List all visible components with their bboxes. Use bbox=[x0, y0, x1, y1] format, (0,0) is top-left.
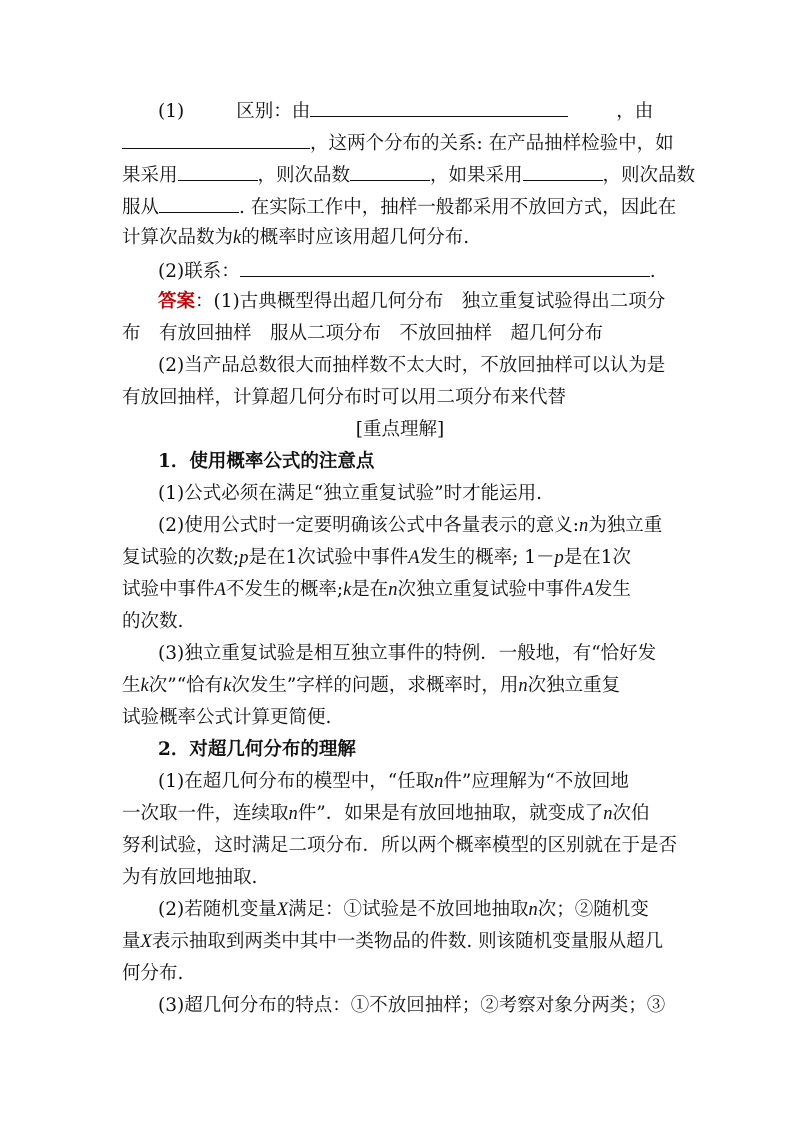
math-variable: p bbox=[239, 548, 249, 568]
point2-line: 何分布. bbox=[122, 963, 184, 984]
q1-text: 区别：由 bbox=[236, 101, 311, 122]
point2-line bbox=[122, 926, 678, 958]
math-variable: k bbox=[140, 676, 149, 696]
point1-line bbox=[122, 542, 678, 574]
math-variable: n bbox=[578, 516, 589, 536]
text: 是在1次试验中事件 bbox=[248, 547, 409, 568]
math-variable: A bbox=[582, 580, 594, 600]
point2-line bbox=[158, 766, 678, 798]
text: 量 bbox=[122, 931, 141, 952]
q1-text: ，则次品数 bbox=[257, 165, 351, 186]
blank-field[interactable] bbox=[122, 126, 310, 149]
text: 复试验的次数; bbox=[122, 547, 240, 568]
text: 是在1次 bbox=[563, 547, 631, 568]
text: 次；②随机变 bbox=[537, 899, 649, 920]
point1-line: 试验概率公式计算更简便. bbox=[122, 707, 332, 728]
text: 是在 bbox=[351, 579, 389, 600]
point1-line bbox=[158, 510, 678, 542]
text: 件”应理解为“不放回地 bbox=[443, 771, 629, 792]
q1-line-2 bbox=[122, 126, 678, 158]
text: 不发生的概率; bbox=[225, 579, 344, 600]
math-variable: A bbox=[214, 580, 226, 600]
math-variable: k bbox=[343, 580, 352, 600]
blank-field[interactable] bbox=[240, 254, 650, 277]
blank-field[interactable] bbox=[159, 190, 239, 213]
q1-number: (1) bbox=[158, 101, 185, 122]
text: 为独立重 bbox=[588, 515, 663, 536]
math-variable: k bbox=[223, 676, 232, 696]
text: (1)在超几何分布的模型中，“任取 bbox=[158, 771, 435, 792]
math-variable: n bbox=[288, 804, 298, 824]
text: 生 bbox=[122, 675, 141, 696]
q2-line bbox=[158, 254, 678, 286]
point1-title: 1．使用概率公式的注意点 bbox=[158, 451, 375, 472]
q1-text: ，则次品数 bbox=[602, 165, 696, 186]
text: 发生的概率; 1－ bbox=[419, 547, 555, 568]
math-variable: n bbox=[388, 580, 398, 600]
math-variable: A bbox=[408, 548, 420, 568]
math-variable: p bbox=[554, 548, 564, 568]
q1-text: ，如果采用 bbox=[430, 165, 523, 186]
point1-line: 的次数. bbox=[122, 611, 184, 632]
answer-line-2 bbox=[122, 318, 678, 350]
q1-line-5 bbox=[122, 222, 678, 254]
text: 件”．如果是有放回地抽取，就变成了 bbox=[297, 803, 604, 824]
text: 一次取一件，连续取 bbox=[122, 803, 289, 824]
text: (2)使用公式时一定要明确该公式中各量表示的意义: bbox=[158, 515, 579, 536]
math-variable: X bbox=[140, 932, 152, 952]
point2-line: 努利试验，这时满足二项分布．所以两个概率模型的区别就在于是否 bbox=[122, 835, 678, 856]
point2-line bbox=[158, 894, 678, 926]
answer-line-4 bbox=[122, 382, 678, 414]
math-variable: k bbox=[233, 228, 242, 248]
math-variable: n bbox=[528, 900, 538, 920]
q1-text: 计算次品数为 bbox=[122, 227, 234, 248]
point2-line bbox=[122, 798, 678, 830]
q1-line-4 bbox=[122, 190, 678, 222]
answer-text: ：(1)古典概型得出超几何分布 独立重复试验得出二项分 bbox=[195, 291, 666, 312]
section-title: [重点理解] bbox=[355, 419, 445, 440]
answer-line-3 bbox=[158, 350, 678, 382]
q1-text: 的概率时应该用超几何分布. bbox=[241, 227, 470, 248]
answer-text: 有放回抽样，计算超几何分布时可以用二项分布来代替 bbox=[122, 387, 567, 408]
answer-label: 答案 bbox=[158, 291, 196, 312]
q2-text: (2)联系： bbox=[158, 261, 240, 282]
q1-text: . 在实际工作中，抽样一般都采用不放回方式，因此在 bbox=[239, 197, 677, 218]
q1-line-3 bbox=[122, 158, 696, 190]
text: 表示抽取到两类中其中一类物品的件数. 则该随机变量服从超几 bbox=[151, 931, 664, 952]
blank-field[interactable] bbox=[350, 158, 430, 181]
text: 满足：①试验是不放回地抽取 bbox=[288, 899, 529, 920]
point1-line: (3)独立重复试验是相互独立事件的特例．一般地，有“恰好发 bbox=[158, 643, 657, 664]
text: 次”“恰有 bbox=[148, 675, 224, 696]
answer-text: (2)当产品总数很大而抽样数不太大时，不放回抽样可以认为是 bbox=[158, 355, 666, 376]
q1-text: 果采用 bbox=[122, 165, 178, 186]
answer-text: 布 有放回抽样 服从二项分布 不放回抽样 超几何分布 bbox=[122, 323, 604, 344]
blank-field[interactable] bbox=[523, 158, 603, 181]
q1-line-1 bbox=[158, 94, 678, 126]
q2-text: . bbox=[649, 261, 656, 282]
text: 次独立重复 bbox=[527, 675, 621, 696]
q1-text: ，由 bbox=[616, 101, 654, 122]
text: 发生 bbox=[593, 579, 631, 600]
point1-line bbox=[122, 670, 678, 702]
point2-title: 2．对超几何分布的理解 bbox=[158, 739, 356, 760]
math-variable: n bbox=[518, 676, 528, 696]
q1-text: 服从 bbox=[122, 197, 160, 218]
point1-line bbox=[122, 574, 678, 606]
blank-field[interactable] bbox=[178, 158, 258, 181]
text: 次独立重复试验中事件 bbox=[397, 579, 583, 600]
blank-field[interactable] bbox=[310, 94, 568, 117]
text: (2)若随机变量 bbox=[158, 899, 277, 920]
text: 次伯 bbox=[612, 803, 650, 824]
math-variable: n bbox=[603, 804, 613, 824]
point2-line: (3)超几何分布的特点：①不放回抽样；②考察对象分两类；③ bbox=[158, 995, 666, 1016]
answer-line-1 bbox=[158, 286, 678, 318]
q1-text: ，这两个分布的关系: 在产品抽样检验中，如 bbox=[310, 133, 674, 154]
text: 试验中事件 bbox=[122, 579, 215, 600]
math-variable: n bbox=[434, 772, 444, 792]
text: 次发生”字样的问题，求概率时，用 bbox=[231, 675, 519, 696]
math-variable: X bbox=[276, 900, 289, 920]
point2-line: 为有放回地抽取. bbox=[122, 867, 258, 888]
point1-line: (1)公式必须在满足“独立重复试验”时才能运用. bbox=[158, 483, 543, 504]
